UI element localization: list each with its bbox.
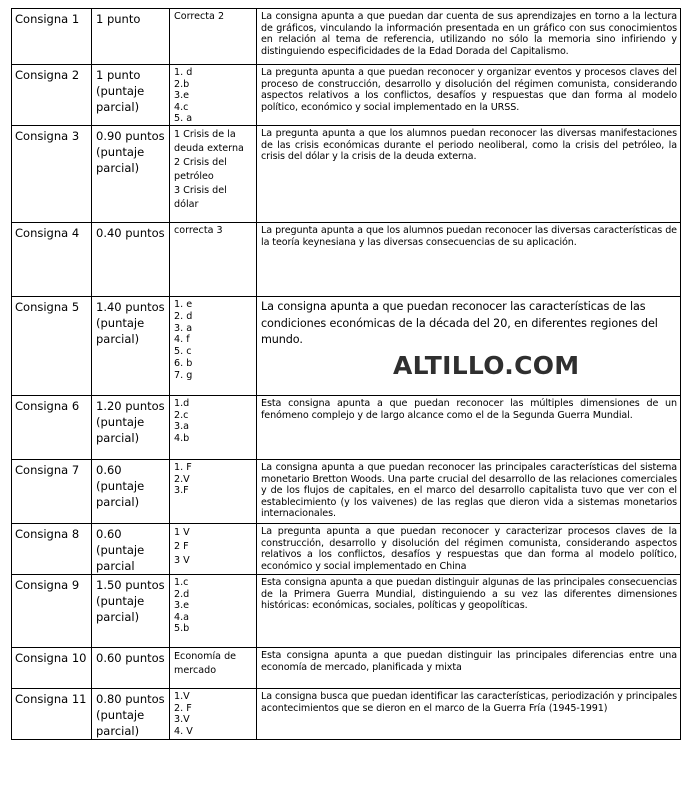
table-row	[12, 65, 681, 126]
respuesta-line: 7. g	[174, 369, 193, 381]
consigna-cell: Consigna 10	[12, 648, 92, 689]
respuesta-line: 5. a	[174, 113, 193, 124]
puntaje-cell: 1.40 puntos (puntaje parcial)	[92, 297, 170, 396]
respuesta-cell	[170, 65, 257, 126]
respuesta-line: 2. F	[174, 702, 192, 714]
respuesta-line: 4.a	[174, 611, 190, 623]
respuesta-line: 3.e	[174, 90, 190, 101]
respuesta-line: 1 V	[174, 527, 190, 538]
descripcion-cell: La pregunta apunta a que puedan reconocer y caracterizar procesos claves de la construcción, desarrollo y disolución del régimen comunista, considerando aspectos relativos a los conflictos, desafíos y respuestas que dan forma al modelo político, económico y social implementado en China	[257, 524, 681, 575]
respuesta-line: Correcta 2	[174, 11, 225, 22]
respuesta-line: Economía de mercado	[174, 651, 237, 676]
descripcion-cell: La consigna apunta a que puedan dar cuenta de sus aprendizajes en torno a la lectura de gráficos, vinculando la información presentada en un gráfico con sus conocimientos en relación al tema de referencia, utilizando no sólo la memoria sino infiriendo y distinguiendo especificidades de la Edad Dorada del Capitalismo.	[257, 9, 681, 65]
table-row	[12, 126, 681, 223]
respuesta-line: 1. F	[174, 462, 192, 473]
watermark-logo: ALTILLO.COM	[393, 351, 580, 380]
descripcion-cell: La consigna busca que puedan identificar las características, periodización y principales acontecimientos que se dieron en el marco de la Guerra Fría (1945-1991)	[257, 689, 681, 740]
descripcion-cell: Esta consigna apunta a que puedan reconocer las múltiples dimensiones de un fenómeno complejo y de largo alcance como el de la Segunda Guerra Mundial.	[257, 396, 681, 460]
consigna-cell: Consigna 4	[12, 223, 92, 297]
puntaje-cell: 1.20 puntos (puntaje parcial)	[92, 396, 170, 460]
table-row	[12, 575, 681, 648]
respuesta-line: 2. d	[174, 310, 193, 322]
table-row	[12, 460, 681, 524]
descripcion-cell: Esta consigna apunta a que puedan distinguir las principales diferencias entre una economía de mercado, planificada y mixta	[257, 648, 681, 689]
respuesta-line: correcta 3	[174, 225, 223, 236]
respuesta-line: 3 Crisis del dólar	[174, 185, 227, 210]
respuesta-line: 5. c	[174, 346, 192, 358]
respuesta-line: 2 Crisis del petróleo	[174, 157, 227, 182]
puntaje-cell: 1.50 puntos (puntaje parcial)	[92, 575, 170, 648]
respuesta-cell	[170, 126, 257, 223]
descripcion-cell: La pregunta apunta a que los alumnos puedan reconocer las diversas características de la teoría keynesiana y las diversas consecuencias de su aplicación.	[257, 223, 681, 297]
respuesta-line: 3.V	[174, 714, 190, 725]
respuesta-line: 3.F	[174, 485, 189, 496]
respuesta-cell	[170, 575, 257, 648]
table-row	[12, 297, 681, 396]
respuesta-line: 1.V	[174, 691, 190, 702]
respuesta-line: 3. a	[174, 322, 193, 334]
consigna-cell: Consigna 9	[12, 575, 92, 648]
consigna-cell: Consigna 1	[12, 9, 92, 65]
respuesta-line: 2.V	[174, 473, 190, 485]
descripcion-cell: Esta consigna apunta a que puedan distinguir algunas de las principales consecuencias de la Primera Guerra Mundial, distinguiendo a su vez las diferentes dimensiones históricas: económicas, sociales, políticas y geopolíticas.	[257, 575, 681, 648]
consigna-cell: Consigna 8	[12, 524, 92, 575]
puntaje-cell: 0.60 (puntaje parcial)	[92, 460, 170, 524]
respuesta-cell	[170, 460, 257, 524]
descripcion-cell: La pregunta apunta a que los alumnos puedan reconocer las diversas manifestaciones de las crisis económicas durante el periodo neoliberal, como la crisis del petróleo, la crisis del dólar y la crisis de la deuda externa.	[257, 126, 681, 223]
puntaje-cell: 0.40 puntos	[92, 223, 170, 297]
respuesta-line: 6. b	[174, 357, 193, 369]
table-row	[12, 524, 681, 575]
consigna-cell: Consigna 7	[12, 460, 92, 524]
respuesta-line: 3 V	[174, 555, 190, 566]
respuesta-cell	[170, 648, 257, 689]
consigna-cell: Consigna 6	[12, 396, 92, 460]
respuesta-line: 4. f	[174, 334, 190, 346]
puntaje-cell: 0.90 puntos (puntaje parcial)	[92, 126, 170, 223]
respuesta-line: 2.b	[174, 78, 190, 90]
puntaje-cell: 0.60 puntos	[92, 648, 170, 689]
grading-table	[11, 8, 681, 740]
consigna-cell: Consigna 11	[12, 689, 92, 740]
respuesta-line: 2 F	[174, 541, 189, 552]
respuesta-line: 4. V	[174, 725, 193, 737]
respuesta-line: 1.d	[174, 398, 190, 409]
respuesta-line: 3.a	[174, 421, 190, 432]
respuesta-line: 1 Crisis de la deuda externa	[174, 129, 244, 154]
respuesta-cell	[170, 297, 257, 396]
table-row	[12, 396, 681, 460]
respuesta-cell	[170, 689, 257, 740]
puntaje-cell: 1 punto (puntaje parcial)	[92, 65, 170, 126]
table-row	[12, 223, 681, 297]
table-row	[12, 689, 681, 740]
respuesta-cell	[170, 396, 257, 460]
consigna-cell: Consigna 2	[12, 65, 92, 126]
puntaje-cell: 1 punto	[92, 9, 170, 65]
table-row	[12, 9, 681, 65]
descripcion-cell: La consigna apunta a que puedan reconocer las características de las condiciones económicas de la década del 20, en diferentes regiones del mundo.	[257, 297, 681, 396]
respuesta-line: 1. d	[174, 67, 193, 78]
respuesta-line: 3.e	[174, 600, 190, 611]
respuesta-line: 1.c	[174, 577, 189, 588]
respuesta-cell	[170, 223, 257, 297]
respuesta-line: 2.d	[174, 588, 190, 600]
respuesta-line: 4.c	[174, 101, 189, 113]
respuesta-cell	[170, 524, 257, 575]
table-row	[12, 648, 681, 689]
consigna-cell: Consigna 3	[12, 126, 92, 223]
respuesta-line: 4.b	[174, 432, 190, 444]
puntaje-cell: 0.60 (puntaje parcial	[92, 524, 170, 575]
respuesta-line: 2.c	[174, 409, 189, 421]
puntaje-cell: 0.80 puntos (puntaje parcial)	[92, 689, 170, 740]
respuesta-cell	[170, 9, 257, 65]
consigna-cell: Consigna 5	[12, 297, 92, 396]
descripcion-cell: La pregunta apunta a que puedan reconocer y organizar eventos y procesos claves del proceso de construcción, desarrollo y disolución del régimen comunista, considerando aspectos relativos a los conflictos, desafíos y respuestas que dan forma al modelo político, económico y social implementado en la URSS.	[257, 65, 681, 126]
descripcion-cell: La consigna apunta a que puedan reconocer las principales características del sistema monetario Bretton Woods. Una parte crucial del desarrollo de las relaciones comerciales y de los flujos de capitales, en el marco del desarrollo capitalista tuvo que ver con el establecimiento (y los vaivenes) de las reglas que dieron vida a sistemas monetarios internacionales.	[257, 460, 681, 524]
respuesta-line: 1. e	[174, 299, 193, 310]
respuesta-line: 5.b	[174, 623, 190, 634]
